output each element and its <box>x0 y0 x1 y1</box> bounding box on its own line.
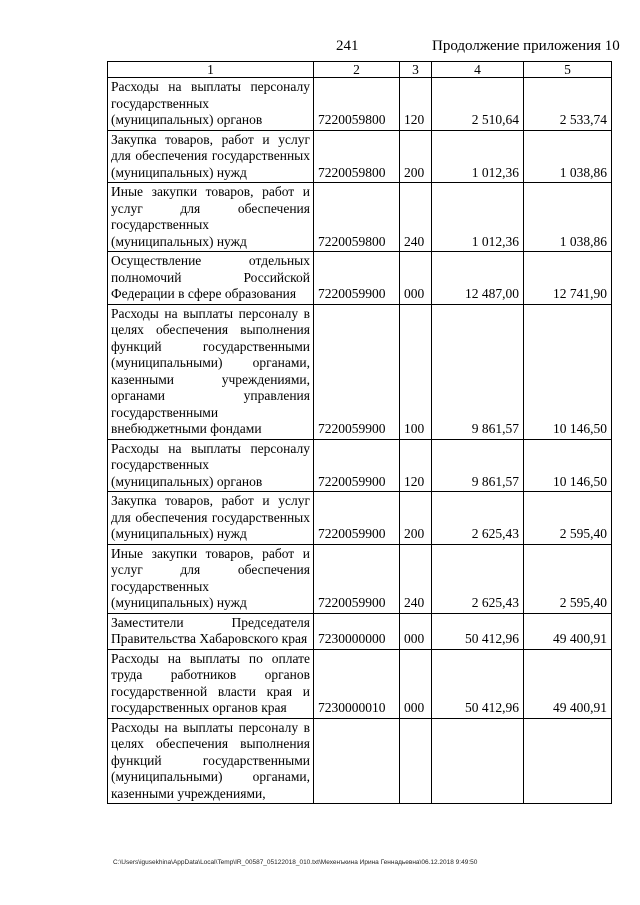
row-code-cell <box>314 718 400 804</box>
row-amount-1-cell: 2 625,43 <box>432 492 524 545</box>
table-row <box>108 78 612 131</box>
row-amount-1-cell: 1 012,36 <box>432 183 524 252</box>
row-amount-2-cell: 49 400,91 <box>524 649 612 718</box>
row-code-cell: 7230000010 <box>314 649 400 718</box>
row-code-cell: 7220059900 <box>314 304 400 439</box>
budget-table <box>107 61 612 804</box>
row-code-cell: 7220059800 <box>314 130 400 183</box>
table-row <box>108 130 612 183</box>
row-code-cell: 7220059900 <box>314 492 400 545</box>
row-name-cell: Иные закупки товаров, работ и услуг для обеспечения государственных (муниципальных) нужд <box>108 544 314 613</box>
row-expense-type-cell: 100 <box>400 304 432 439</box>
row-name-cell: Осуществление отдельных полномочий Российской Федерации в сфере образования <box>108 252 314 305</box>
table-row <box>108 252 612 305</box>
row-name-cell: Расходы на выплаты персоналу в целях обеспечения выполнения функций государственными (муниципальными) органами, казенными учреждениями, органами управления государственными внебюджетными фондами <box>108 304 314 439</box>
table-row <box>108 544 612 613</box>
table-row <box>108 613 612 649</box>
row-amount-2-cell: 49 400,91 <box>524 613 612 649</box>
row-name-cell: Расходы на выплаты персоналу государственных (муниципальных) органов <box>108 439 314 492</box>
row-expense-type-cell: 000 <box>400 252 432 305</box>
row-code-cell: 7230000000 <box>314 613 400 649</box>
page-number: 241 <box>336 38 359 54</box>
row-expense-type-cell: 120 <box>400 78 432 131</box>
table-header-row <box>108 62 612 78</box>
row-amount-1-cell: 50 412,96 <box>432 649 524 718</box>
row-amount-2-cell: 1 038,86 <box>524 183 612 252</box>
row-amount-1-cell: 2 625,43 <box>432 544 524 613</box>
row-amount-1-cell <box>432 718 524 804</box>
row-amount-2-cell: 2 533,74 <box>524 78 612 131</box>
row-amount-2-cell: 2 595,40 <box>524 492 612 545</box>
row-amount-2-cell: 10 146,50 <box>524 304 612 439</box>
row-expense-type-cell: 200 <box>400 130 432 183</box>
row-code-cell: 7220059900 <box>314 439 400 492</box>
table-row <box>108 304 612 439</box>
row-code-cell: 7220059900 <box>314 252 400 305</box>
row-amount-2-cell: 2 595,40 <box>524 544 612 613</box>
table-row <box>108 649 612 718</box>
footer-file-path: C:\Users\igusekhina\AppData\Local\Temp\IR_00587_05122018_010.txt\Мехенъкина Ирина Геннадьевна\06.12.2018 9:49:50 <box>113 859 478 866</box>
column-header-expense-type: 3 <box>400 62 432 78</box>
row-name-cell: Закупка товаров, работ и услуг для обеспечения государственных (муниципальных) нужд <box>108 492 314 545</box>
table-row <box>108 492 612 545</box>
row-expense-type-cell: 200 <box>400 492 432 545</box>
column-header-name: 1 <box>108 62 314 78</box>
row-name-cell: Закупка товаров, работ и услуг для обеспечения государственных (муниципальных) нужд <box>108 130 314 183</box>
row-expense-type-cell: 240 <box>400 544 432 613</box>
row-amount-1-cell: 1 012,36 <box>432 130 524 183</box>
column-header-code: 2 <box>314 62 400 78</box>
table-row <box>108 439 612 492</box>
row-code-cell: 7220059800 <box>314 183 400 252</box>
row-amount-1-cell: 50 412,96 <box>432 613 524 649</box>
row-expense-type-cell <box>400 718 432 804</box>
row-name-cell: Расходы на выплаты персоналу в целях обеспечения выполнения функций государственными (муниципальными) органами, казенными учреждениями, <box>108 718 314 804</box>
row-name-cell: Иные закупки товаров, работ и услуг для обеспечения государственных (муниципальных) нужд <box>108 183 314 252</box>
row-amount-1-cell: 9 861,57 <box>432 304 524 439</box>
row-amount-2-cell <box>524 718 612 804</box>
row-expense-type-cell: 240 <box>400 183 432 252</box>
row-amount-2-cell: 1 038,86 <box>524 130 612 183</box>
row-amount-1-cell: 9 861,57 <box>432 439 524 492</box>
row-name-cell: Расходы на выплаты по оплате труда работников органов государственной власти края и государственных органов края <box>108 649 314 718</box>
column-header-amount-1: 4 <box>432 62 524 78</box>
row-amount-1-cell: 12 487,00 <box>432 252 524 305</box>
row-name-cell: Заместители Председателя Правительства Хабаровского края <box>108 613 314 649</box>
row-name-cell: Расходы на выплаты персоналу государственных (муниципальных) органов <box>108 78 314 131</box>
table-row <box>108 183 612 252</box>
row-expense-type-cell: 000 <box>400 649 432 718</box>
appendix-continuation-label: Продолжение приложения 10 <box>432 38 620 54</box>
row-amount-1-cell: 2 510,64 <box>432 78 524 131</box>
row-expense-type-cell: 000 <box>400 613 432 649</box>
row-expense-type-cell: 120 <box>400 439 432 492</box>
column-header-amount-2: 5 <box>524 62 612 78</box>
row-code-cell: 7220059900 <box>314 544 400 613</box>
row-code-cell: 7220059800 <box>314 78 400 131</box>
table-row <box>108 718 612 804</box>
row-amount-2-cell: 10 146,50 <box>524 439 612 492</box>
row-amount-2-cell: 12 741,90 <box>524 252 612 305</box>
